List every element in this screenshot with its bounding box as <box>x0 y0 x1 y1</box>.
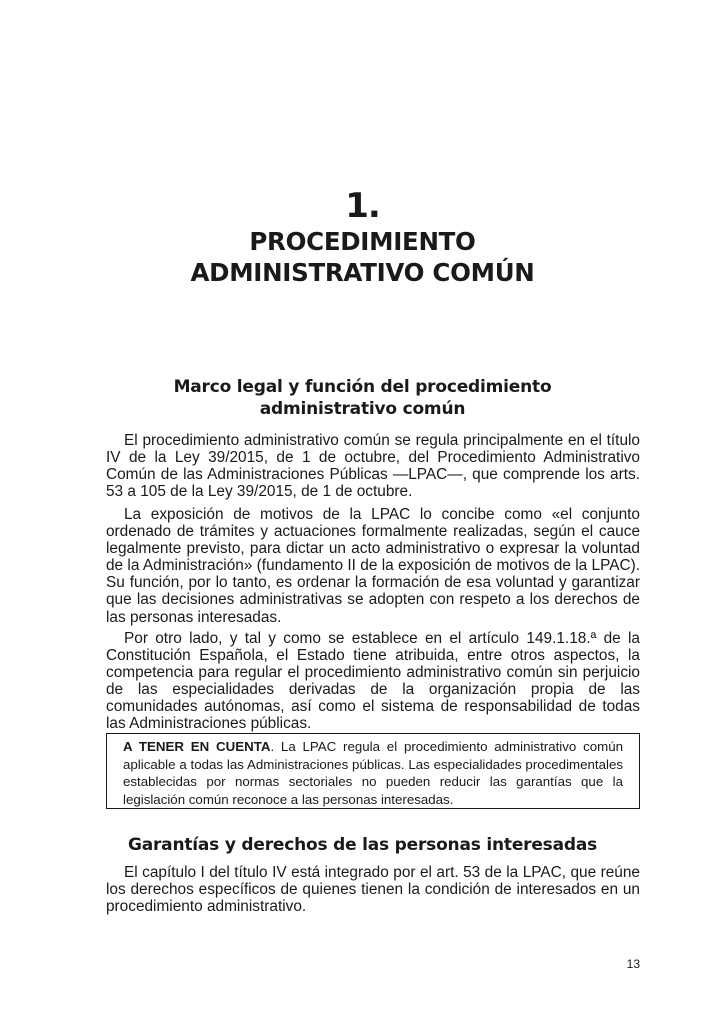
chapter-title-line-2: ADMINISTRATIVO COMÚN <box>190 258 535 287</box>
section-heading-line-1: Marco legal y función del procedimiento <box>173 377 552 397</box>
chapter-title-line-1: PROCEDIMIENTO <box>249 227 476 256</box>
body-paragraph: Por otro lado, y tal y como se establece en el artículo 149.1.18.ª de la Constitución Española, el Estado tiene atribuida, entre otros aspectos, la competencia para regular el procedimiento administrativo común sin perjuicio de las especialidades derivadas de la organización propia de las comunidades autónomas, así como el sistema de responsabilidad de todas las Administraciones públicas. <box>106 630 640 733</box>
section-heading-marco-legal <box>0 376 725 420</box>
note-label: A TENER EN CUENTA <box>123 739 271 754</box>
body-paragraph: El capítulo I del título IV está integrado por el art. 53 de la LPAC, que reúne los derechos específicos de quienes tienen la condición de interesados en un procedimiento administrativo. <box>106 864 640 916</box>
section-heading-garantias: Garantías y derechos de las personas interesadas <box>127 835 598 855</box>
body-paragraph: La exposición de motivos de la LPAC lo concibe como «el conjunto ordenado de trámites y actuaciones formalmente realizadas, según el cauce legalmente previsto, para dictar un acto administrativo o expresar la voluntad de la Administración» (fundamento II de la exposición de motivos de la LPAC). Su función, por lo tanto, es ordenar la formación de esa voluntad y garantizar que las decisiones administrativas se adopten con respeto a los derechos de las personas interesadas. <box>106 506 640 626</box>
section-heading-line-2: administrativo común <box>259 399 466 419</box>
note-box <box>106 733 640 809</box>
chapter-number: 1. <box>345 186 380 226</box>
page-number: 13 <box>626 957 640 971</box>
body-paragraph: El procedimiento administrativo común se regula principalmente en el título IV de la Ley 39/2015, de 1 de octubre, del Procedimiento Administrativo Común de las Administraciones Públicas —LPAC—, que comprende los arts. 53 a 105 de la Ley 39/2015, de 1 de octubre. <box>106 432 640 501</box>
note-text: . La LPAC regula el procedimiento administrativo común aplicable a todas las Administraciones públicas. Las especialidades procedimentales establecidas por normas sectoriales no pueden reducir las garantías que la legislación común reconoce a las personas interesadas. <box>123 739 623 807</box>
chapter-title <box>0 226 725 288</box>
